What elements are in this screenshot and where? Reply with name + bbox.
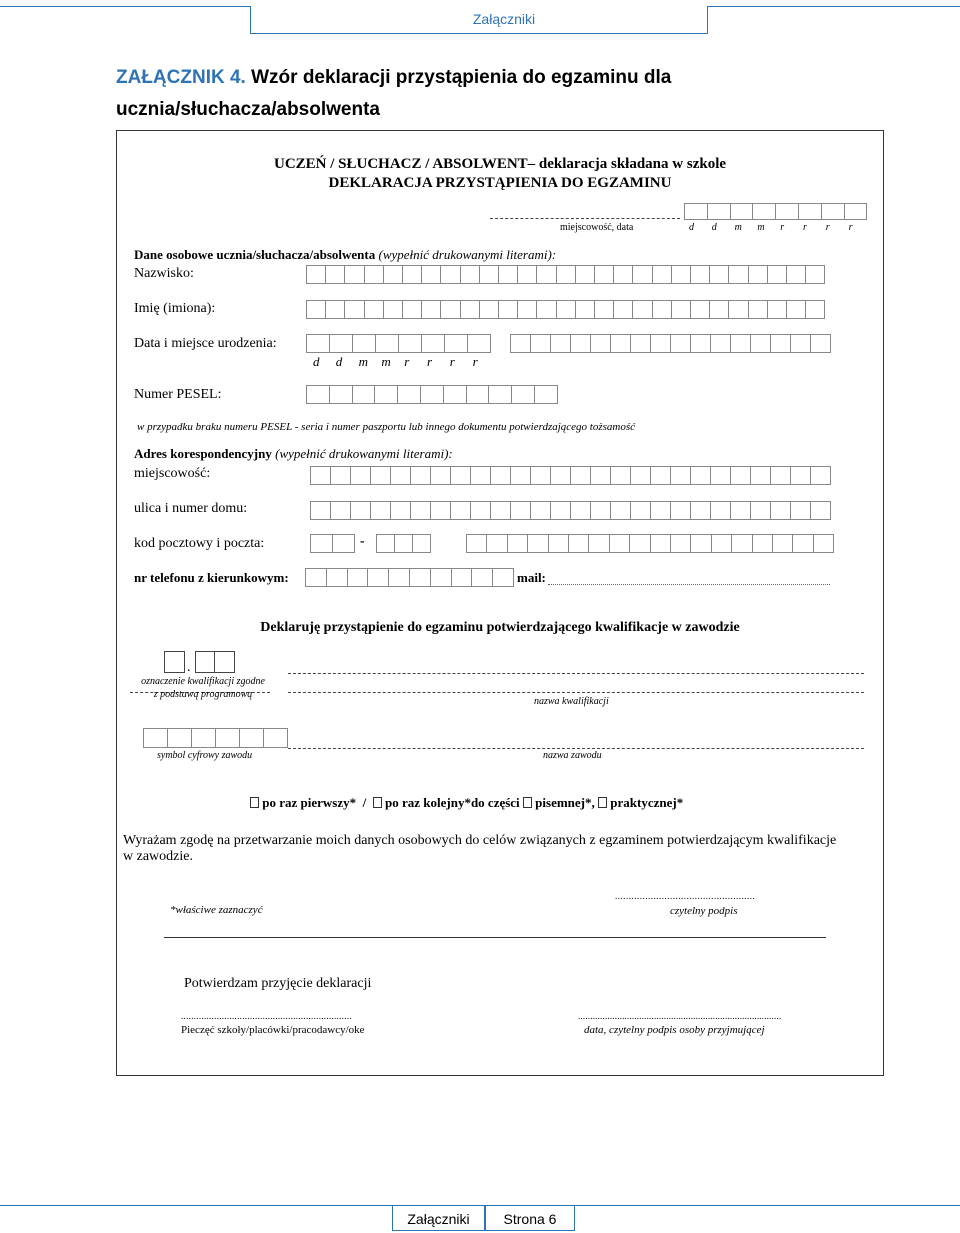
street-cell[interactable]: [330, 501, 351, 520]
birth-letter: r: [449, 354, 455, 369]
receiver-label: data, czytelny podpis osoby przyjmującej: [584, 1024, 765, 1036]
street-cell[interactable]: [530, 501, 551, 520]
qual-code-label-1: oznaczenie kwalifikacji zgodne: [141, 676, 265, 687]
job-name-label: nazwa zawodu: [543, 750, 602, 761]
date-letter: m: [757, 222, 765, 233]
pesel-cell[interactable]: [352, 385, 376, 404]
street-cell[interactable]: [590, 501, 611, 520]
post-office-cell[interactable]: [466, 534, 487, 553]
birth-date-cell[interactable]: [444, 334, 468, 353]
names-cell[interactable]: [728, 300, 748, 319]
opt-sep: /: [362, 795, 367, 810]
city-cell[interactable]: [330, 466, 351, 485]
birth-date-cell[interactable]: [352, 334, 376, 353]
pesel-cell[interactable]: [374, 385, 398, 404]
street-cell[interactable]: [750, 501, 771, 520]
phone-label: nr telefonu z kierunkowym:: [134, 570, 289, 585]
city-cell[interactable]: [710, 466, 731, 485]
postal-dash: -: [360, 534, 365, 549]
city-cell[interactable]: [550, 466, 571, 485]
birth-letter: m: [381, 354, 391, 369]
place-date-label: miejscowość, data: [560, 222, 634, 233]
phone-cell[interactable]: [451, 568, 473, 587]
city-cell[interactable]: [470, 466, 491, 485]
city-cell[interactable]: [410, 466, 431, 485]
job-code-cell[interactable]: [167, 728, 192, 748]
surname-cell[interactable]: [421, 265, 441, 284]
birth-date-cell[interactable]: [421, 334, 445, 353]
section-title-line2: ucznia/słuchacza/absolwenta: [116, 99, 380, 120]
surname-cell[interactable]: [690, 265, 710, 284]
date-cell[interactable]: [752, 203, 776, 220]
city-cell[interactable]: [610, 466, 631, 485]
post-office-cell[interactable]: [568, 534, 589, 553]
postal-cell-a[interactable]: [310, 534, 333, 553]
header-title: Załączniki: [472, 11, 536, 27]
street-cell[interactable]: [430, 501, 451, 520]
city-cell[interactable]: [690, 466, 711, 485]
footer-section: Załączniki: [392, 1205, 485, 1231]
postal-cell-a[interactable]: [332, 534, 355, 553]
street-cell[interactable]: [730, 501, 751, 520]
date-cell[interactable]: [730, 203, 754, 220]
date-letter: r: [780, 222, 785, 233]
job-code-cell[interactable]: [263, 728, 288, 748]
city-cell[interactable]: [570, 466, 591, 485]
date-letter: d: [711, 222, 717, 233]
birth-date-cell[interactable]: [329, 334, 353, 353]
names-cell[interactable]: [594, 300, 614, 319]
post-office-cell[interactable]: [670, 534, 691, 553]
surname-cell[interactable]: [613, 265, 633, 284]
mail-field[interactable]: [548, 584, 830, 585]
surname-cell[interactable]: [498, 265, 518, 284]
note-mark: *właściwe zaznaczyć: [170, 904, 263, 916]
city-cell[interactable]: [590, 466, 611, 485]
names-cell[interactable]: [364, 300, 384, 319]
city-cell[interactable]: [650, 466, 671, 485]
post-office-cell[interactable]: [731, 534, 752, 553]
first-attempt-checkbox[interactable]: [250, 797, 259, 808]
consent-line-1: Wyrażam zgodę na przetwarzanie moich danych osobowych do celów związanych z egzaminem potwierdzającym kwalifikacje: [123, 833, 837, 848]
divider: [164, 937, 826, 938]
personal-header: [134, 247, 556, 263]
names-cell[interactable]: [344, 300, 364, 319]
street-cell[interactable]: [390, 501, 411, 520]
street-cell[interactable]: [310, 501, 331, 520]
names-cell[interactable]: [786, 300, 806, 319]
qual-code-label-2: z podstawą programową: [153, 689, 253, 700]
form-title-1: UCZEŃ / SŁUCHACZ / ABSOLWENT– deklaracja składana w szkole: [273, 156, 727, 172]
opt-next: po raz kolejny*do części: [385, 795, 520, 810]
birth-place-cell[interactable]: [570, 334, 591, 353]
street-cell[interactable]: [570, 501, 591, 520]
job-name-line[interactable]: [288, 748, 864, 749]
surname-cell[interactable]: [536, 265, 556, 284]
street-cell[interactable]: [650, 501, 671, 520]
section-title-line1: Wzór deklaracji przystąpienia do egzaminu dla: [251, 67, 672, 88]
city-cell[interactable]: [630, 466, 651, 485]
date-letter: r: [825, 222, 830, 233]
mail-label: mail:: [517, 570, 546, 585]
postal-cell-b[interactable]: [412, 534, 431, 553]
surname-cell[interactable]: [594, 265, 614, 284]
birth-date-cell[interactable]: [467, 334, 491, 353]
section-number: ZAŁĄCZNIK 4.: [116, 67, 246, 88]
phone-cell[interactable]: [409, 568, 431, 587]
post-office-cell[interactable]: [609, 534, 630, 553]
attempt-options: [250, 795, 683, 811]
street-cell[interactable]: [490, 501, 511, 520]
surname-cell[interactable]: [364, 265, 384, 284]
post-office-cell[interactable]: [588, 534, 609, 553]
opt-practical: praktycznej*: [610, 795, 684, 810]
names-cell[interactable]: [479, 300, 499, 319]
street-cell[interactable]: [410, 501, 431, 520]
names-cell[interactable]: [671, 300, 691, 319]
surname-label: Nazwisko:: [134, 266, 194, 281]
personal-header-bold: Dane osobowe ucznia/słuchacza/absolwenta: [134, 247, 376, 262]
surname-cell[interactable]: [325, 265, 345, 284]
pesel-cell[interactable]: [329, 385, 353, 404]
date-letter: d: [689, 222, 694, 233]
street-cell[interactable]: [710, 501, 731, 520]
written-part-checkbox[interactable]: [523, 797, 532, 808]
names-cell[interactable]: [325, 300, 345, 319]
names-cell[interactable]: [805, 300, 825, 319]
street-cell[interactable]: [810, 501, 831, 520]
street-cell[interactable]: [790, 501, 811, 520]
names-cell[interactable]: [632, 300, 652, 319]
date-cell[interactable]: [684, 203, 708, 220]
signature-label: czytelny podpis: [670, 905, 738, 917]
pesel-cell[interactable]: [420, 385, 444, 404]
birth-place-cell[interactable]: [710, 334, 731, 353]
qual-code-label: [130, 675, 276, 701]
address-header: [134, 446, 453, 462]
declare-text: Deklaruję przystąpienie do egzaminu potwierdzającego kwalifikacje w zawodzie: [260, 620, 740, 635]
post-office-cell[interactable]: [629, 534, 650, 553]
qual-name-label: nazwa kwalifikacji: [534, 696, 609, 707]
birth-letter: r: [404, 354, 410, 369]
birth-place-cell[interactable]: [770, 334, 791, 353]
city-cell[interactable]: [790, 466, 811, 485]
phone-cell[interactable]: [492, 568, 514, 587]
birth-place-cell[interactable]: [590, 334, 611, 353]
pesel-cell[interactable]: [397, 385, 421, 404]
surname-cell[interactable]: [460, 265, 480, 284]
qual-code-box-2[interactable]: [195, 651, 215, 673]
surname-cell[interactable]: [652, 265, 672, 284]
street-cell[interactable]: [770, 501, 791, 520]
names-cell[interactable]: [498, 300, 518, 319]
names-cell[interactable]: [517, 300, 537, 319]
names-cell[interactable]: [556, 300, 576, 319]
opt-written: pisemnej*,: [535, 795, 595, 810]
stamp-line: ...................................................................: [181, 1011, 352, 1021]
date-letter: r: [848, 222, 853, 233]
consent-line-2: w zawodzie.: [123, 849, 193, 864]
stamp-label: Pieczęć szkoły/placówki/pracodawcy/oke: [181, 1024, 365, 1036]
surname-cell[interactable]: [632, 265, 652, 284]
names-cell[interactable]: [421, 300, 441, 319]
phone-cell[interactable]: [305, 568, 327, 587]
birth-place-cell[interactable]: [530, 334, 551, 353]
city-cell[interactable]: [810, 466, 831, 485]
birth-place-cell[interactable]: [670, 334, 691, 353]
date-cell[interactable]: [775, 203, 799, 220]
surname-cell[interactable]: [786, 265, 806, 284]
city-cell[interactable]: [510, 466, 531, 485]
names-cell[interactable]: [690, 300, 710, 319]
street-cell[interactable]: [470, 501, 491, 520]
surname-cell[interactable]: [344, 265, 364, 284]
footer-page: Strona 6: [485, 1205, 575, 1231]
phone-cell[interactable]: [388, 568, 410, 587]
street-label: ulica i numer domu:: [134, 501, 248, 516]
birth-place-cell[interactable]: [630, 334, 651, 353]
birth-date-cell[interactable]: [375, 334, 399, 353]
pesel-cell[interactable]: [466, 385, 490, 404]
confirm-text: Potwierdzam przyjęcie deklaracji: [184, 976, 372, 991]
phone-cell[interactable]: [347, 568, 369, 587]
surname-cell[interactable]: [748, 265, 768, 284]
pesel-cell[interactable]: [306, 385, 330, 404]
surname-cell[interactable]: [517, 265, 537, 284]
job-code-cell[interactable]: [191, 728, 216, 748]
post-office-cell[interactable]: [772, 534, 793, 553]
job-code-cell[interactable]: [239, 728, 264, 748]
names-cell[interactable]: [440, 300, 460, 319]
pesel-cell[interactable]: [488, 385, 512, 404]
date-letter: r: [803, 222, 807, 233]
post-office-cell[interactable]: [792, 534, 813, 553]
qual-name-line-2[interactable]: [288, 692, 864, 693]
job-code-label: symbol cyfrowy zawodu: [157, 750, 253, 761]
post-office-cell[interactable]: [752, 534, 773, 553]
surname-cell[interactable]: [575, 265, 595, 284]
section-title: [116, 62, 916, 126]
names-cell[interactable]: [652, 300, 672, 319]
city-cell[interactable]: [450, 466, 471, 485]
post-office-cell[interactable]: [527, 534, 548, 553]
names-cell[interactable]: [767, 300, 787, 319]
postal-label: kod pocztowy i poczta:: [134, 536, 265, 551]
city-cell[interactable]: [430, 466, 451, 485]
surname-cell[interactable]: [306, 265, 326, 284]
names-cell[interactable]: [709, 300, 729, 319]
post-office-cell[interactable]: [813, 534, 834, 553]
city-cell[interactable]: [730, 466, 751, 485]
names-cell[interactable]: [748, 300, 768, 319]
receiver-line: ...................................................................................: [578, 1011, 782, 1021]
job-code-cell[interactable]: [215, 728, 240, 748]
address-header-bold: Adres korespondencyjny: [134, 446, 272, 461]
phone-cell[interactable]: [471, 568, 493, 587]
birth-date-cell[interactable]: [398, 334, 422, 353]
city-cell[interactable]: [350, 466, 371, 485]
surname-cell[interactable]: [402, 265, 422, 284]
names-cell[interactable]: [383, 300, 403, 319]
street-cell[interactable]: [630, 501, 651, 520]
birth-place-cell[interactable]: [810, 334, 831, 353]
birth-place-cell[interactable]: [650, 334, 671, 353]
qual-dot: .: [187, 660, 191, 675]
practical-part-checkbox[interactable]: [598, 797, 607, 808]
opt-first: po raz pierwszy*: [262, 795, 357, 810]
birth-place-cell[interactable]: [610, 334, 631, 353]
qual-name-line-1[interactable]: [288, 673, 864, 674]
pesel-cell[interactable]: [443, 385, 467, 404]
surname-cell[interactable]: [440, 265, 460, 284]
city-cell[interactable]: [390, 466, 411, 485]
street-cell[interactable]: [550, 501, 571, 520]
city-cell[interactable]: [670, 466, 691, 485]
qual-code-box-3[interactable]: [214, 651, 235, 673]
pesel-label: Numer PESEL:: [134, 387, 222, 402]
post-office-cell[interactable]: [650, 534, 671, 553]
job-code-cell[interactable]: [143, 728, 168, 748]
birth-date-cell[interactable]: [306, 334, 330, 353]
post-office-cell[interactable]: [690, 534, 711, 553]
names-label: Imię (imiona):: [134, 301, 216, 316]
date-cell[interactable]: [844, 203, 868, 220]
surname-cell[interactable]: [671, 265, 691, 284]
names-cell[interactable]: [613, 300, 633, 319]
city-cell[interactable]: [530, 466, 551, 485]
birth-place-cell[interactable]: [510, 334, 531, 353]
birth-place-cell[interactable]: [550, 334, 571, 353]
names-cell[interactable]: [536, 300, 556, 319]
qual-code-box-1[interactable]: [164, 651, 185, 673]
post-office-cell[interactable]: [486, 534, 507, 553]
surname-cell[interactable]: [709, 265, 729, 284]
phone-cell[interactable]: [326, 568, 348, 587]
postal-cell-b[interactable]: [394, 534, 413, 553]
pesel-cell[interactable]: [511, 385, 535, 404]
street-cell[interactable]: [610, 501, 631, 520]
birth-place-cell[interactable]: [790, 334, 811, 353]
surname-cell[interactable]: [728, 265, 748, 284]
address-header-italic: (wypełnić drukowanymi literami):: [275, 446, 453, 461]
date-letter: m: [734, 222, 742, 233]
surname-cell[interactable]: [556, 265, 576, 284]
personal-header-italic: (wypełnić drukowanymi literami):: [378, 247, 557, 262]
birth-place-cell[interactable]: [730, 334, 751, 353]
city-cell[interactable]: [370, 466, 391, 485]
names-cell[interactable]: [460, 300, 480, 319]
city-cell[interactable]: [770, 466, 791, 485]
street-cell[interactable]: [370, 501, 391, 520]
form-title-2: DEKLARACJA PRZYSTĄPIENIA DO EGZAMINU: [328, 175, 672, 191]
post-office-cell[interactable]: [711, 534, 732, 553]
city-cell[interactable]: [310, 466, 331, 485]
city-cell[interactable]: [750, 466, 771, 485]
names-cell[interactable]: [306, 300, 326, 319]
birth-place-cell[interactable]: [690, 334, 711, 353]
date-cell[interactable]: [707, 203, 731, 220]
pesel-cell[interactable]: [534, 385, 558, 404]
date-cell[interactable]: [798, 203, 822, 220]
birth-place-cell[interactable]: [750, 334, 771, 353]
birth-letter: d: [335, 354, 343, 369]
surname-cell[interactable]: [767, 265, 787, 284]
next-attempt-checkbox[interactable]: [373, 797, 382, 808]
postal-cell-b[interactable]: [376, 534, 395, 553]
signature-line[interactable]: ...................................................: [615, 891, 756, 901]
names-cell[interactable]: [402, 300, 422, 319]
names-cell[interactable]: [575, 300, 595, 319]
birth-letter: d: [313, 354, 320, 369]
phone-cell[interactable]: [367, 568, 389, 587]
surname-cell[interactable]: [479, 265, 499, 284]
city-label: miejscowość:: [134, 466, 211, 481]
birth-letter: m: [358, 354, 368, 369]
street-cell[interactable]: [690, 501, 711, 520]
birth-letter: r: [427, 354, 433, 369]
pesel-note: w przypadku braku numeru PESEL - seria i numer paszportu lub innego dokumentu potwierdzającego tożsamość: [137, 421, 636, 433]
street-cell[interactable]: [350, 501, 371, 520]
birth-letter: r: [472, 354, 478, 369]
post-office-cell[interactable]: [507, 534, 528, 553]
surname-cell[interactable]: [383, 265, 403, 284]
street-cell[interactable]: [670, 501, 691, 520]
place-date-line: [490, 218, 680, 219]
surname-cell[interactable]: [805, 265, 825, 284]
street-cell[interactable]: [450, 501, 471, 520]
birth-label: Data i miejsce urodzenia:: [134, 336, 277, 351]
phone-cell[interactable]: [430, 568, 452, 587]
post-office-cell[interactable]: [548, 534, 569, 553]
street-cell[interactable]: [510, 501, 531, 520]
city-cell[interactable]: [490, 466, 511, 485]
date-cell[interactable]: [821, 203, 845, 220]
